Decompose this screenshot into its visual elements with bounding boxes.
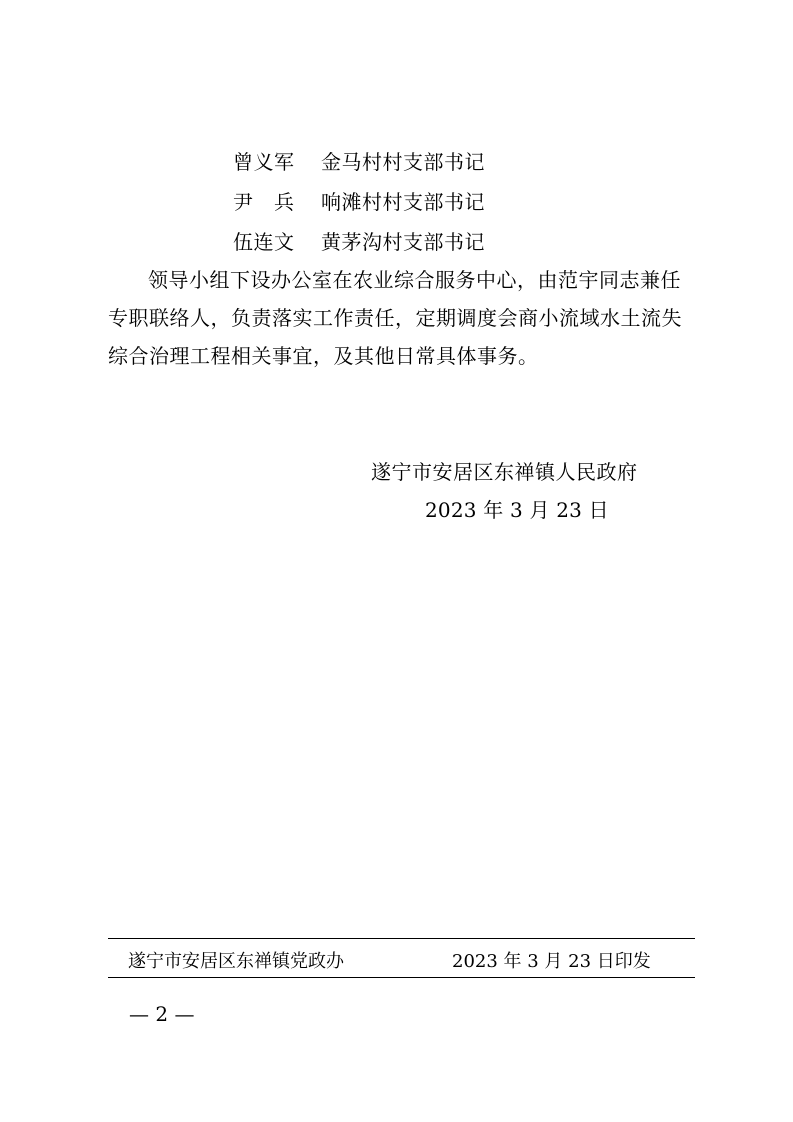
issue-date: 2023 年 3 月 23 日 (425, 498, 609, 522)
footer-top-rule (108, 938, 695, 939)
member-title: 响滩村村支部书记 (321, 190, 485, 214)
paragraph-line: 领导小组下设办公室在农业综合服务中心，由范宇同志兼任 (148, 268, 681, 292)
member-name: 尹 兵 (233, 190, 295, 214)
member-title: 金马村村支部书记 (321, 150, 485, 174)
member-title: 黄茅沟村支部书记 (321, 230, 485, 254)
paragraph-line: 专职联络人，负责落实工作责任，定期调度会商小流域水土流失 (108, 306, 682, 330)
footer-office: 遂宁市安居区东禅镇党政办 (128, 951, 344, 972)
paragraph-line: 综合治理工程相关事宜，及其他日常具体事务。 (108, 344, 539, 368)
issuer-name: 遂宁市安居区东禅镇人民政府 (371, 460, 638, 484)
footer-bottom-rule (108, 977, 695, 978)
member-name: 伍连文 (233, 230, 295, 254)
member-name: 曾义军 (233, 150, 295, 174)
footer-print-date: 2023 年 3 月 23 日印发 (452, 951, 651, 972)
page-number: — 2 — (129, 1002, 195, 1026)
